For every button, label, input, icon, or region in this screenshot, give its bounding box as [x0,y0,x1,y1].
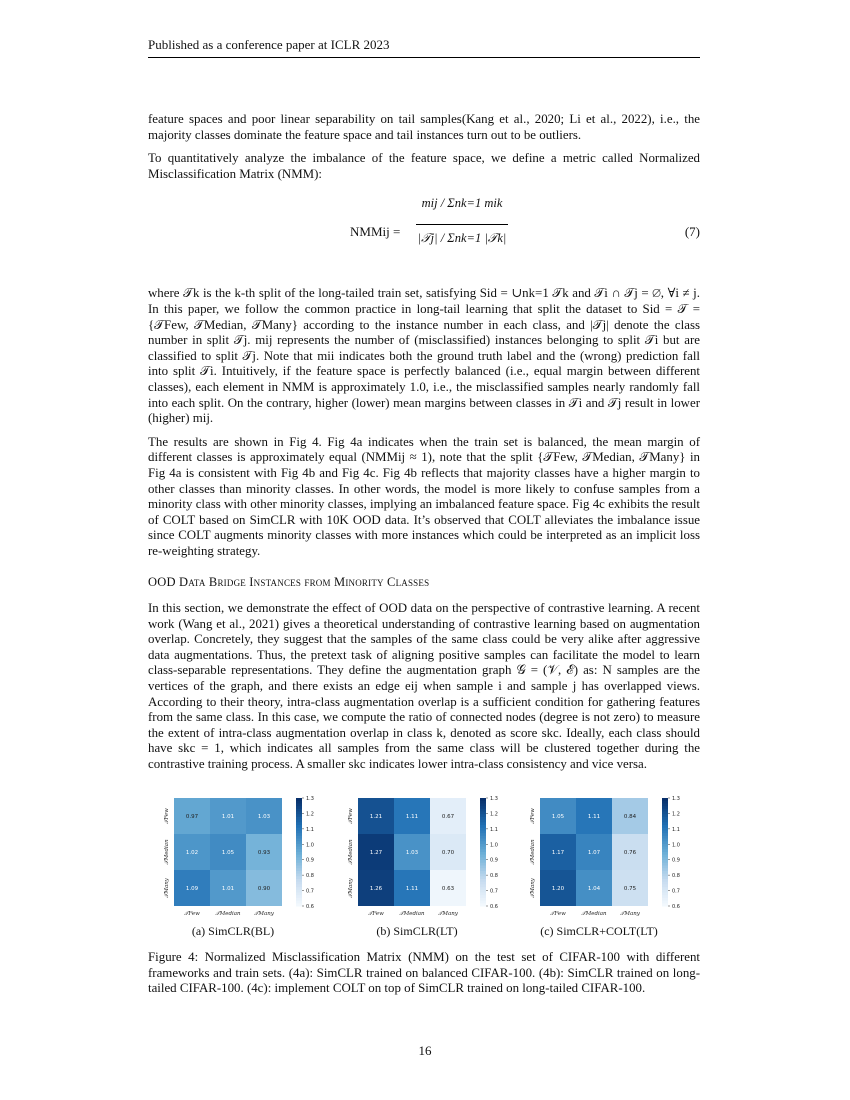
colorbar-tick-label: 1.2 [672,811,680,818]
cell-value-label: 1.05 [221,850,235,856]
cell-value-label: 1.03 [257,814,271,820]
column-tick-label: 𝒯Many [438,911,458,917]
heatmap-panel-b [332,792,502,942]
colorbar-tick-label: 0.7 [306,888,314,895]
running-header: Published as a conference paper at ICLR 2023 [148,37,700,58]
equation-fraction [416,196,508,246]
column-tick-label: 𝒯Many [254,911,274,917]
equation-number: (7) [684,224,700,240]
colorbar-tick-label: 0.6 [490,904,498,910]
row-tick-label: 𝒯Many [530,878,536,898]
paragraph: In this section, we demonstrate the effect of OOD data on the perspective of contrastive learning. A recent work (Wang et al., 2021) gives a theoretical understanding of contrastive learning based on augmentation overlap. Concretely, they suggest that the samples of the same class could be very alike after aggressive data augmentations. Thus, the pretext task of aligning positive samples can facilitate the model to learn class-separable representations. They define the augmentation graph 𝒢 = (𝒱, ℰ) as: N samples are the vertices of the graph, and there exists an edge eij when sample i and sample j has overlapped views. According to their theory, intra-class augmentation overlap is a sufficient condition for gathering features from the same class. In this case, we compute the ratio of connected nodes (degree is not zero) to measure the extent of intra-class augmentation overlap in class k, denoted as score skc. Ideally, each class should have skc = 1, which indicates all samples from the same class will be clustered together during the contrastive training process. A smaller skc indicates lower intra-class consistency and vice versa. [148,601,700,771]
cell-value-label: 1.11 [587,814,601,820]
colorbar-tick-label: 1.3 [306,796,314,802]
paragraph: where 𝒯k is the k-th split of the long-tailed train set, satisfying Sid = ∪nk=1 𝒯k and 𝒯i ∩ 𝒯j = ∅, ∀i ≠ j. In this paper, we follow the common practice in long-tail learning that split the dataset to Sid = 𝒯 = {𝒯Few, 𝒯Median, 𝒯Many} according to the instance number in each class, and |𝒯j| denote the class number in split 𝒯j. mij represents the number of (misclassified) instances belonging to split 𝒯i but are classified to split 𝒯j. Note that mii indicates both the ground truth label and the (wrong) prediction fall into split 𝒯i. Intuitively, if the feature space is perfectly balanced (i.e., equal margin between different classes), each element in NMM is approximately 1.0, i.e., the misclassified samples nearly randomly fall into each split. On the contrary, higher (lower) mean margins between classes in 𝒯i and 𝒯j result in lower (higher) mij. [148,286,700,426]
cell-value-label: 1.21 [369,814,383,820]
cell-value-label: 1.02 [185,850,199,856]
cell-value-label: 0.76 [623,850,637,856]
body-text [148,112,700,781]
cell-value-label: 0.75 [623,886,637,892]
row-tick-label: 𝒯Median [348,839,354,865]
heatmap-b [332,792,502,922]
cell-value-label: 1.01 [221,814,235,820]
page-number: 16 [418,1043,432,1058]
colorbar-tick-label: 0.8 [306,873,314,880]
cell-value-label: 1.20 [551,886,565,892]
heatmap-panel-c [514,792,684,942]
column-tick-label: 𝒯Median [581,911,607,917]
cell-value-label: 0.63 [441,886,455,892]
colorbar-tick-label: 0.9 [672,857,680,864]
colorbar-tick-label: 1.1 [306,826,314,833]
cell-value-label: 0.84 [623,814,637,820]
equation-denominator: |𝒯j| / Σnk=1 |𝒯k| [417,230,507,245]
colorbar-segment [480,903,486,906]
equation-numerator: mij / Σnk=1 mik [416,196,508,225]
colorbar-tick-label: 1.3 [490,796,498,802]
row-tick-label: 𝒯Many [164,878,170,898]
colorbar-tick-label: 0.9 [490,857,498,864]
row-tick-label: 𝒯Median [164,839,170,865]
column-tick-label: 𝒯Few [184,911,200,917]
cell-value-label: 1.05 [551,814,565,820]
colorbar-tick-label: 0.7 [490,888,498,895]
colorbar-tick-label: 0.8 [672,873,680,880]
paragraph: feature spaces and poor linear separability on tail samples(Kang et al., 2020; Li et al., 2022), i.e., the majority classes dominate the feature space and tail instances turn out to be outliers. [148,112,700,142]
heatmap-c [514,792,684,922]
colorbar-tick-label: 0.7 [672,888,680,895]
cell-value-label: 0.93 [257,850,271,856]
cell-value-label: 1.01 [221,886,235,892]
cell-value-label: 0.70 [441,850,455,856]
colorbar-tick-label: 1.1 [490,826,498,833]
paragraph: The results are shown in Fig 4. Fig 4a indicates when the train set is balanced, the mean margin of different classes is approximately equal (NMMij ≈ 1), note that the split {𝒯Few, 𝒯Median, 𝒯Many} in Fig 4a is consistent with Fig 4b and Fig 4c. Fig 4b reflects that majority classes have a higher margin to other classes than minority classes. In other words, the model is more likely to confuse samples from a minority class with other minority classes, implying an imbalanced feature space. Fig 4c exhibits the result of COLT based on SimCLR with 10K OOD data. It’s observed that COLT alleviates the imbalance issue since COLT augments minority classes with more instances which could be interpreted as an implicit loss re-weighting strategy. [148,434,700,558]
figure-4 [148,792,700,942]
cell-value-label: 0.97 [185,814,199,820]
heatmap-panel-a [148,792,318,942]
cell-value-label: 1.11 [405,886,419,892]
row-tick-label: 𝒯Few [530,808,536,824]
cell-value-label: 1.27 [369,850,383,856]
equation-lhs: NMMij = [350,224,401,240]
row-tick-label: 𝒯Many [348,878,354,898]
colorbar-tick-label: 0.9 [306,857,314,864]
colorbar-tick-label: 0.8 [490,873,498,880]
cell-value-label: 1.11 [405,814,419,820]
subfigure-caption: (b) SimCLR(LT) [376,924,458,938]
paragraph: To quantitatively analyze the imbalance of the feature space, we define a metric called Normalized Misclassification Matrix (NMM): [148,151,700,181]
cell-value-label: 0.67 [441,814,455,820]
subfigure-caption: (c) SimCLR+COLT(LT) [540,924,658,938]
colorbar-tick-label: 1.0 [306,842,314,849]
cell-value-label: 1.09 [185,886,199,892]
heatmap-a [148,792,318,922]
colorbar-tick-label: 1.3 [672,796,680,802]
figure-caption: Figure 4: Normalized Misclassification Matrix (NMM) on the test set of CIFAR-100 with different frameworks and train sets. (4a): SimCLR trained on balanced CIFAR-100. (4b): SimCLR trained on long-tailed CIFAR-100. (4c): implement COLT on top of SimCLR trained on long-tailed CIFAR-100. [148,950,700,996]
column-tick-label: 𝒯Few [368,911,384,917]
column-tick-label: 𝒯Few [550,911,566,917]
cell-value-label: 1.26 [369,886,383,892]
subfigure-caption: (a) SimCLR(BL) [191,924,275,938]
colorbar-tick-label: 1.0 [490,842,498,849]
colorbar-tick-label: 0.6 [306,904,314,910]
cell-value-label: 1.07 [587,850,601,856]
colorbar-segment [296,903,302,906]
colorbar-tick-label: 1.2 [490,811,498,818]
section-heading: OOD Data Bridge Instances from Minority Classes [148,575,430,590]
colorbar-tick-label: 0.6 [672,904,680,910]
cell-value-label: 1.04 [587,886,601,892]
column-tick-label: 𝒯Median [399,911,425,917]
row-tick-label: 𝒯Median [530,839,536,865]
cell-value-label: 0.90 [257,886,271,892]
equation-nmm [148,190,700,278]
colorbar-tick-label: 1.1 [672,826,680,833]
row-tick-label: 𝒯Few [348,808,354,824]
colorbar-tick-label: 1.0 [672,842,680,849]
column-tick-label: 𝒯Median [215,911,241,917]
column-tick-label: 𝒯Many [620,911,640,917]
colorbar-segment [662,903,668,906]
cell-value-label: 1.03 [405,850,419,856]
cell-value-label: 1.17 [551,850,565,856]
row-tick-label: 𝒯Few [164,808,170,824]
colorbar-tick-label: 1.2 [306,811,314,818]
